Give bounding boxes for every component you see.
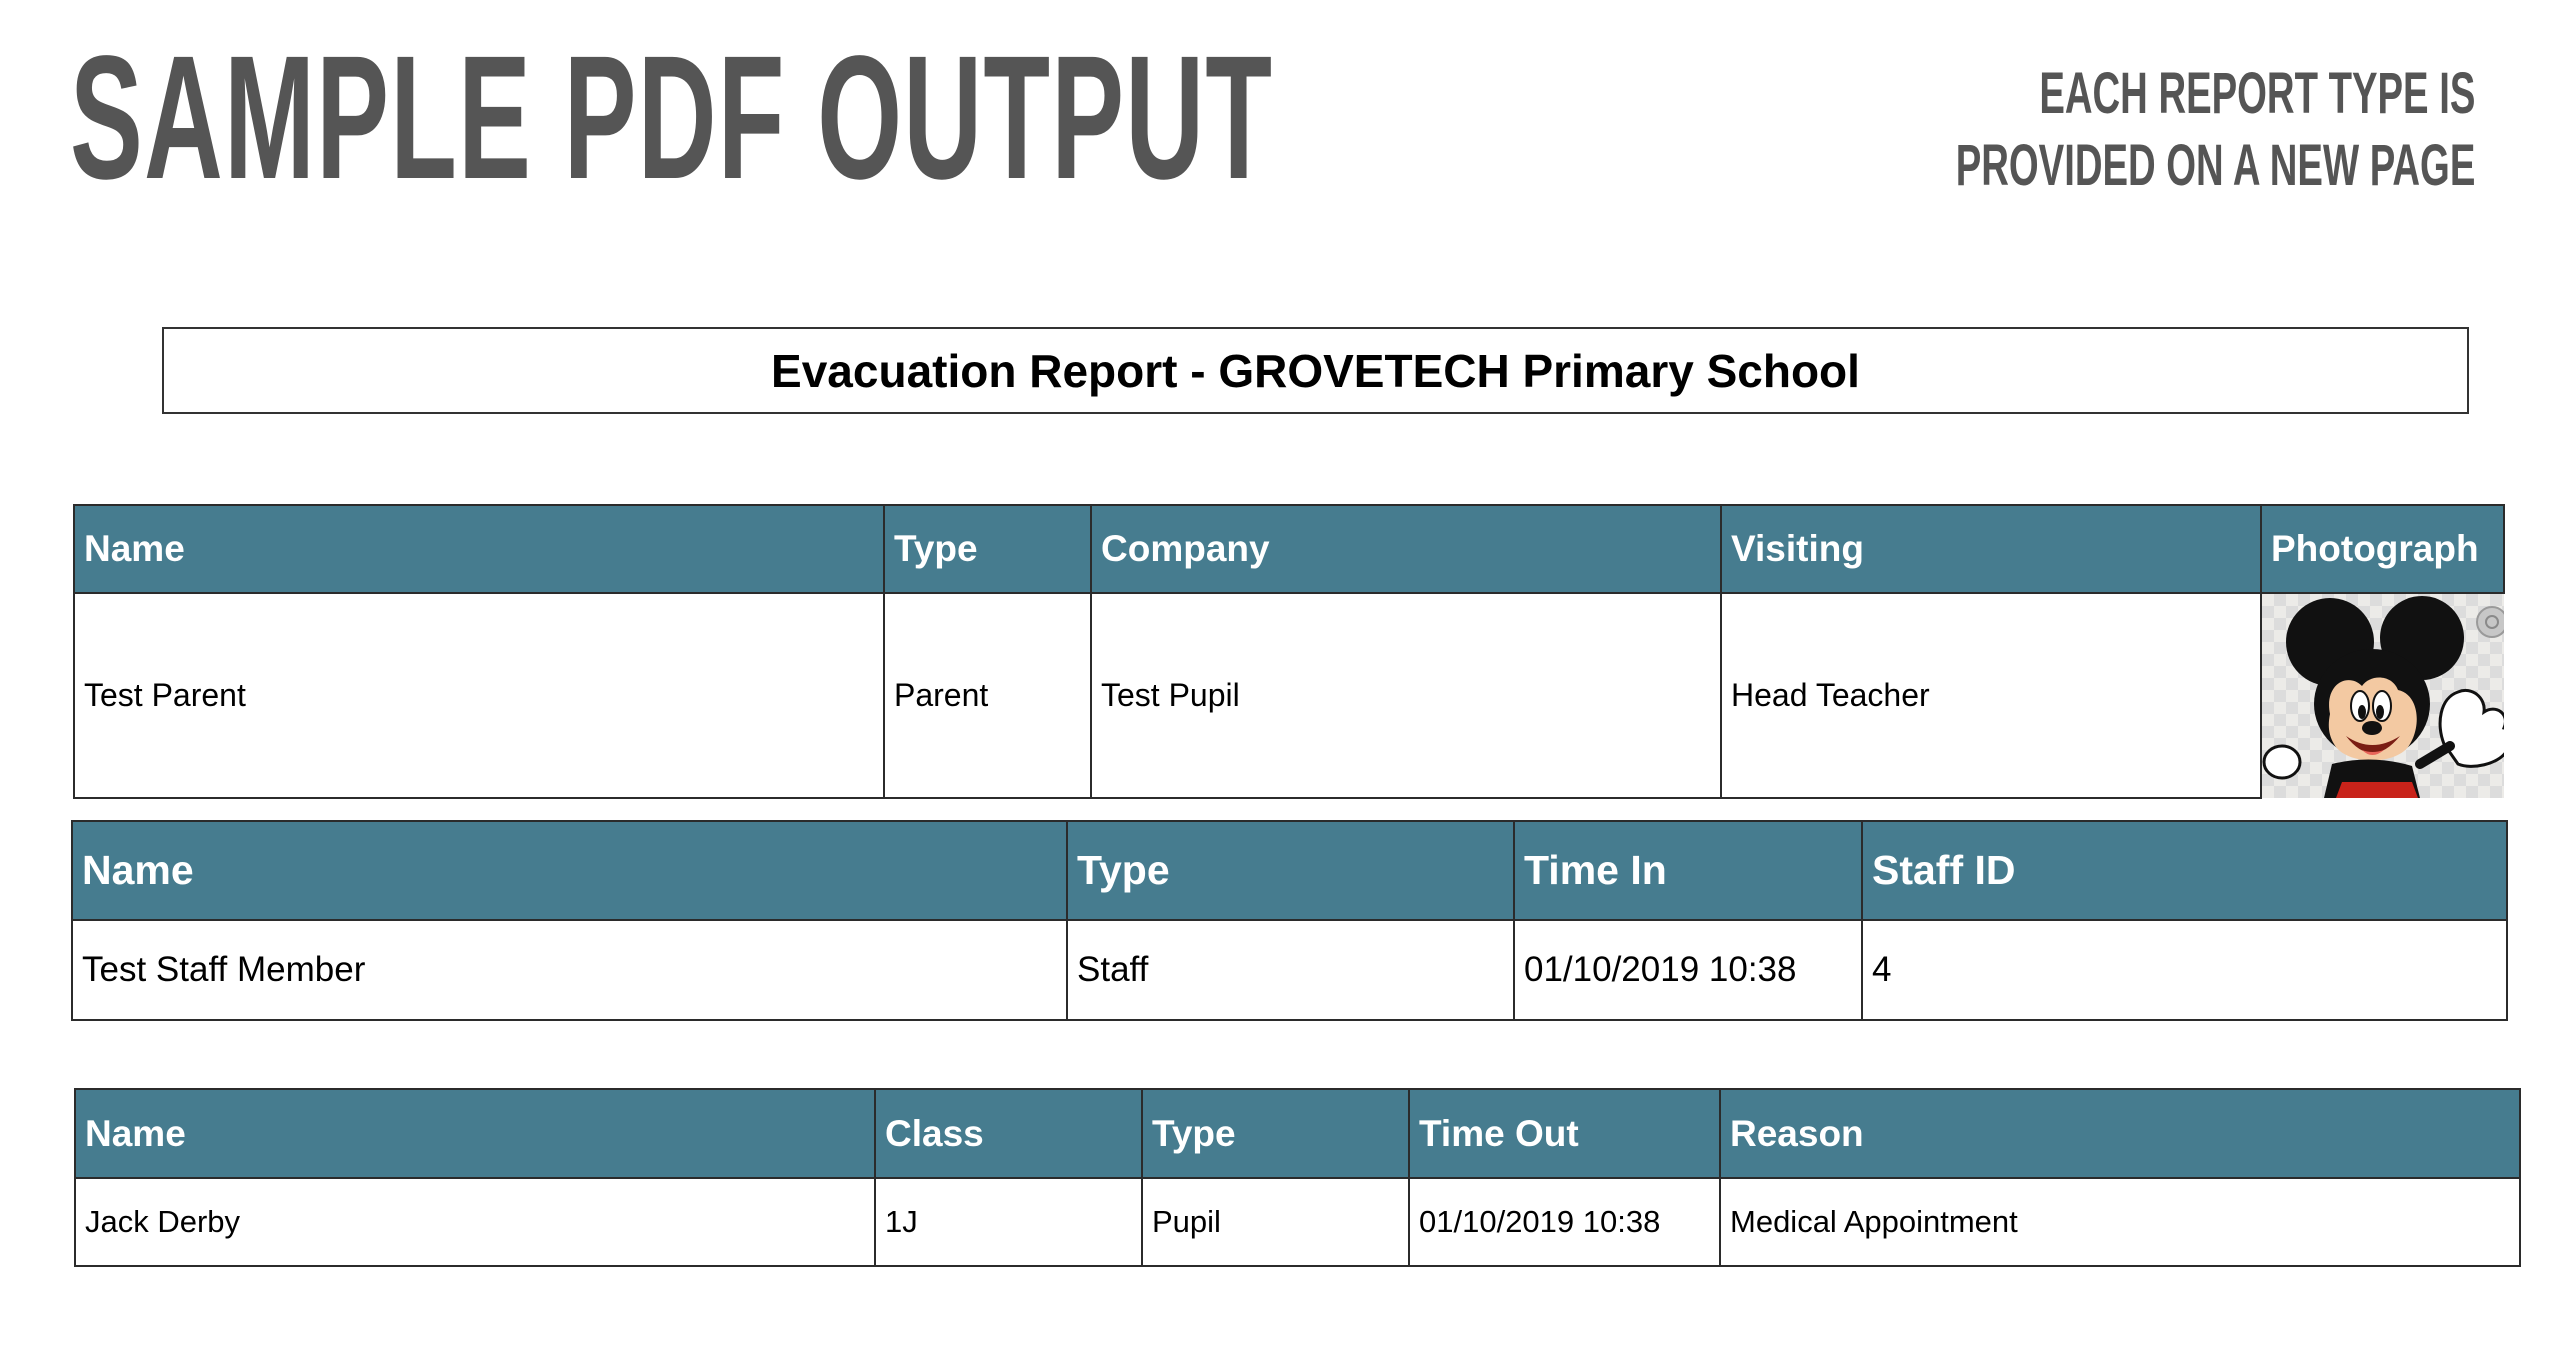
column-header-company: Company (1091, 505, 1721, 593)
report-page-note-line-2: PROVIDED ON A NEW PAGE (1955, 133, 2475, 198)
table-row (75, 1178, 2520, 1266)
column-header-time-in: Time In (1514, 821, 1862, 920)
cell-type: Parent (884, 593, 1091, 798)
cell-type: Staff (1067, 920, 1514, 1020)
cell-photograph (2261, 593, 2504, 798)
column-header-photograph: Photograph (2261, 505, 2504, 593)
photo-image (2262, 594, 2504, 798)
visitors-table (73, 504, 2505, 799)
report-page-note (1688, 58, 2475, 202)
report-page-note-line-1: EACH REPORT TYPE IS (2038, 61, 2475, 126)
column-header-name: Name (75, 1089, 875, 1178)
cell-type: Pupil (1142, 1178, 1409, 1266)
column-header-class: Class (875, 1089, 1142, 1178)
cell-time-out: 01/10/2019 10:38 (1409, 1178, 1720, 1266)
cell-staff-id: 4 (1862, 920, 2507, 1020)
table-header-row (72, 821, 2507, 920)
cell-class: 1J (875, 1178, 1142, 1266)
column-header-reason: Reason (1720, 1089, 2520, 1178)
table-header-row (74, 505, 2504, 593)
cell-name: Test Staff Member (72, 920, 1067, 1020)
staff-table (71, 820, 2508, 1021)
report-title: Evacuation Report - GROVETECH Primary School (771, 344, 1860, 397)
column-header-name: Name (74, 505, 884, 593)
cell-name: Jack Derby (75, 1178, 875, 1266)
column-header-staff-id: Staff ID (1862, 821, 2507, 920)
table-row (74, 593, 2504, 798)
column-header-type: Type (884, 505, 1091, 593)
cell-time-in: 01/10/2019 10:38 (1514, 920, 1862, 1020)
table-header-row (75, 1089, 2520, 1178)
column-header-type: Type (1067, 821, 1514, 920)
column-header-type: Type (1142, 1089, 1409, 1178)
cell-visiting: Head Teacher (1721, 593, 2261, 798)
cell-reason: Medical Appointment (1720, 1178, 2520, 1266)
report-title-box (162, 327, 2469, 414)
page-title: SAMPLE PDF OUTPUT (70, 20, 1274, 216)
cell-company: Test Pupil (1091, 593, 1721, 798)
column-header-time-out: Time Out (1409, 1089, 1720, 1178)
table-row (72, 920, 2507, 1020)
pupils-table (74, 1088, 2521, 1267)
column-header-name: Name (72, 821, 1067, 920)
mickey-mouse-photo (2262, 594, 2504, 798)
column-header-visiting: Visiting (1721, 505, 2261, 593)
cell-name: Test Parent (74, 593, 884, 798)
